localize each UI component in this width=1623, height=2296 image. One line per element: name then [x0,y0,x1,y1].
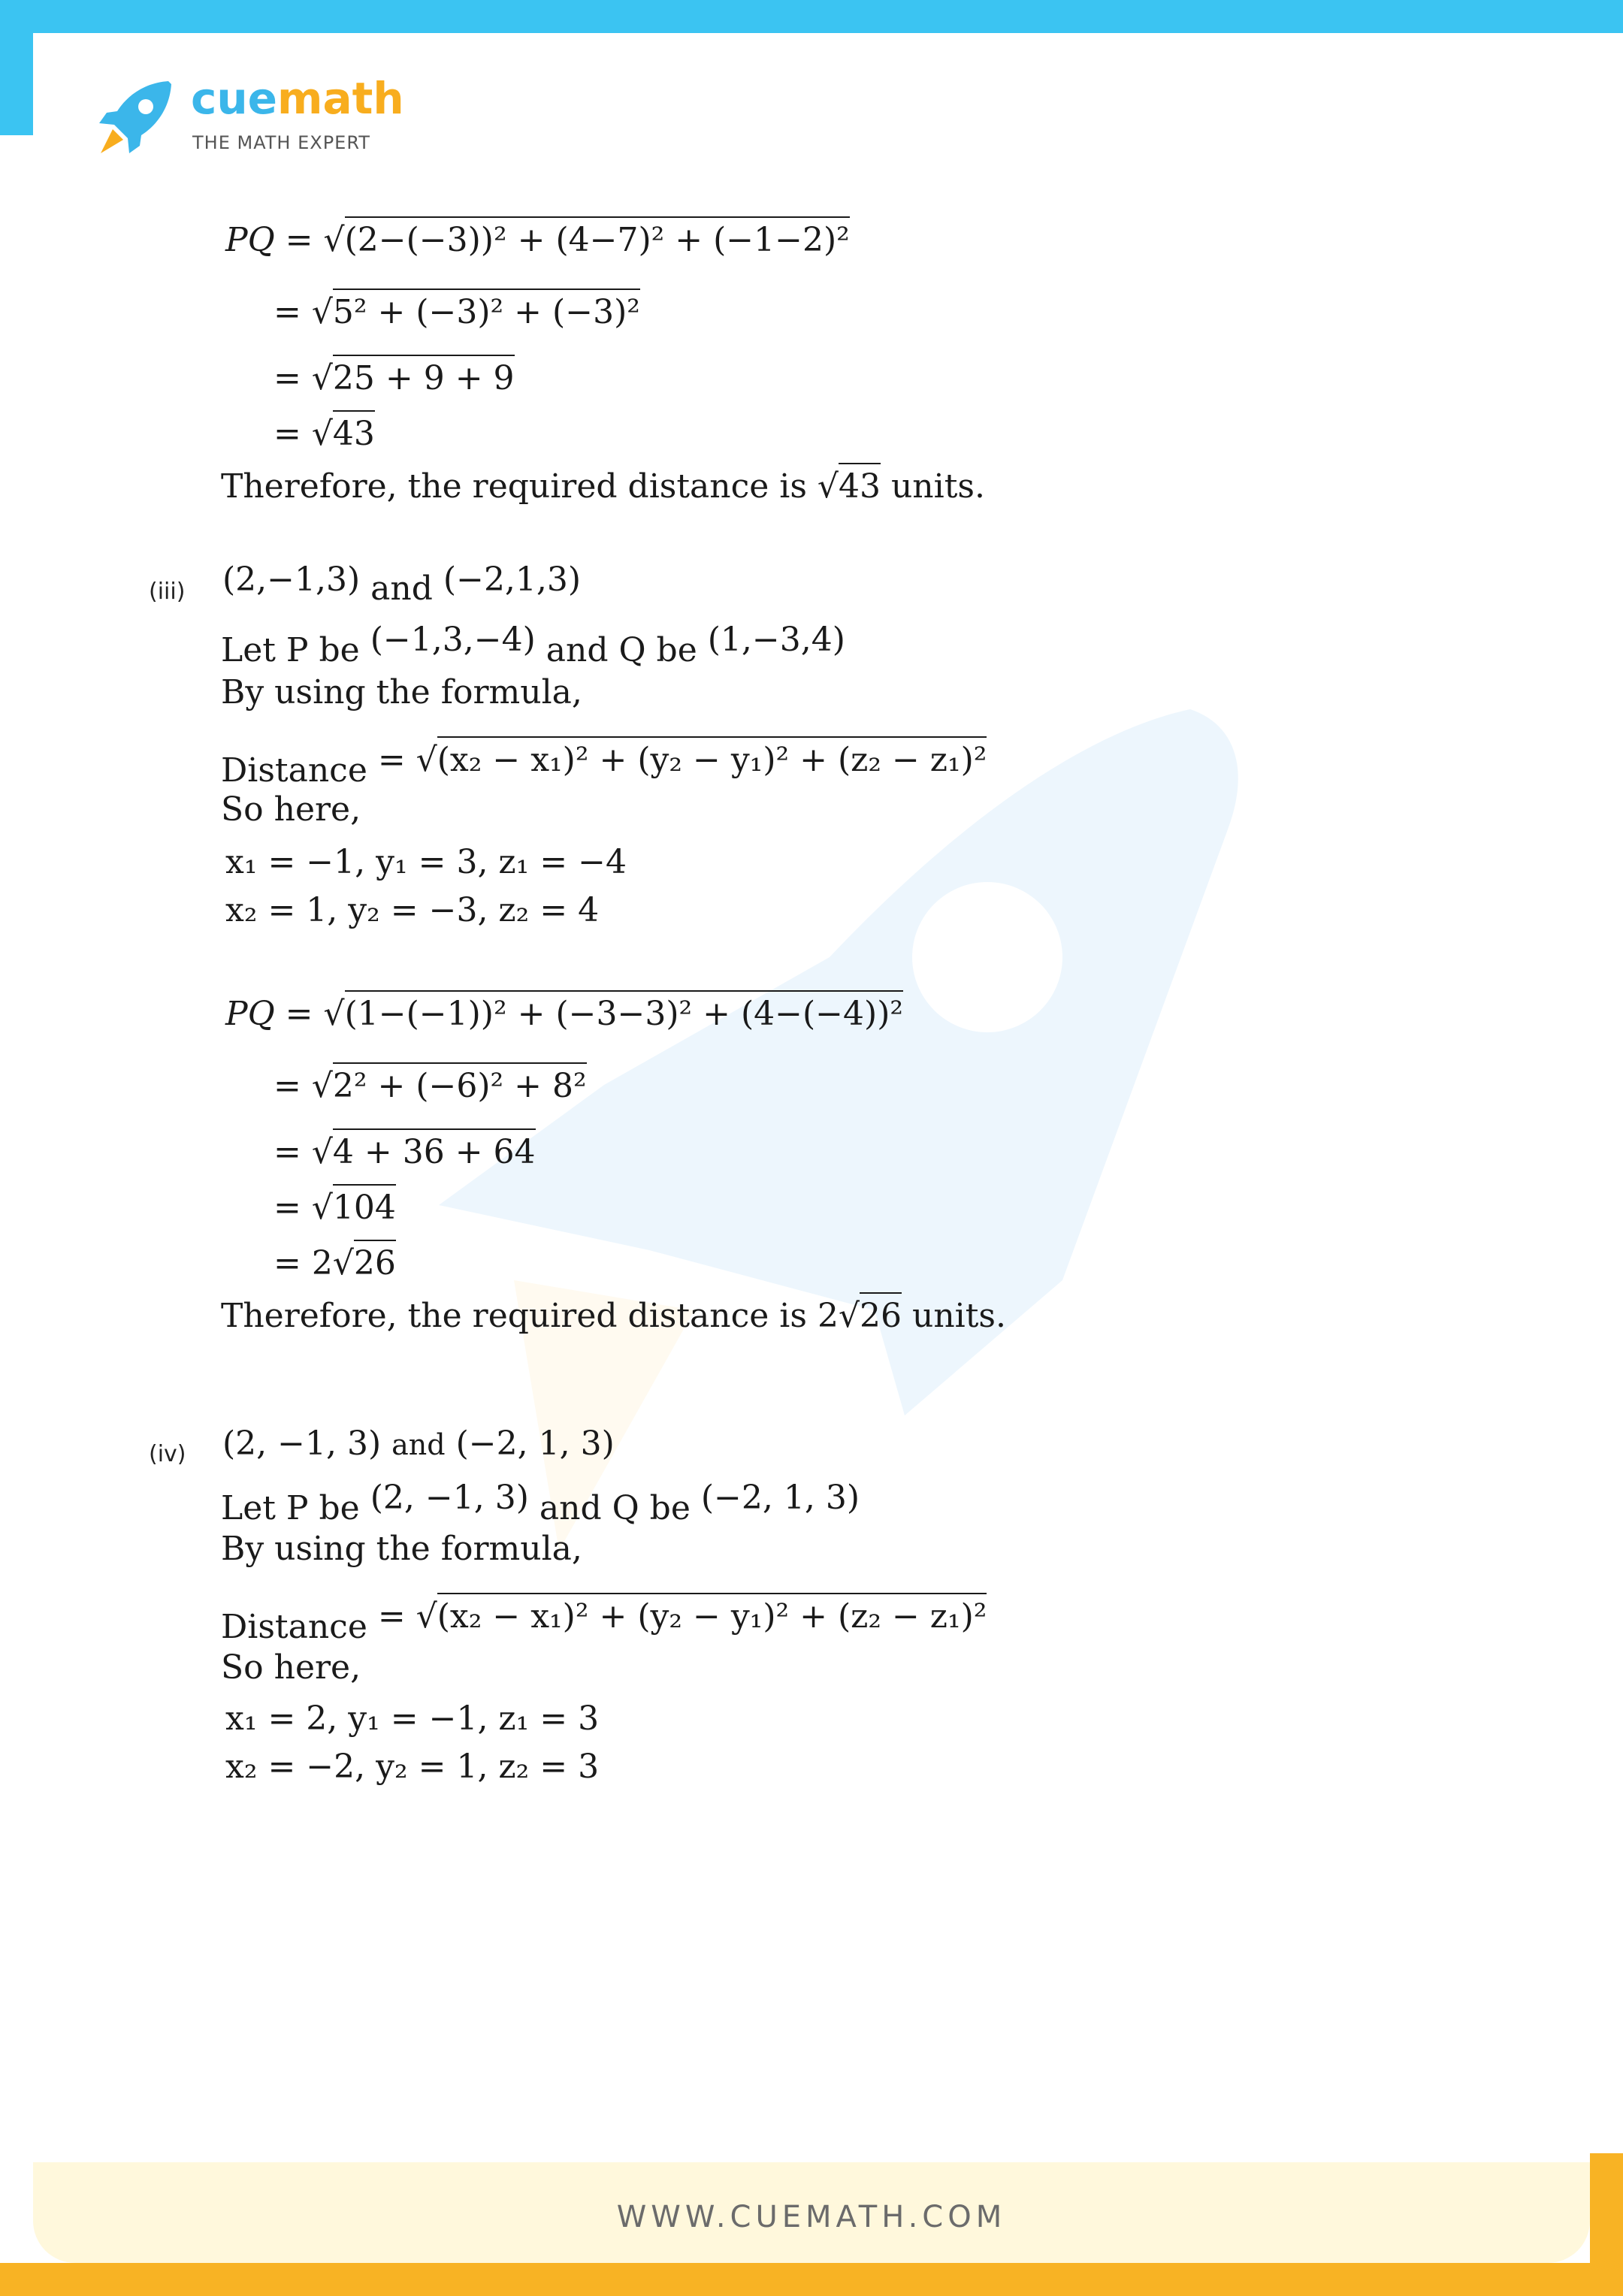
point-b: (−2,1,3) [443,560,582,599]
so-here-iii: So here, [221,790,361,829]
step-ii-2: = √25 + 9 + 9 [274,362,515,395]
cuemath-rocket-logo-icon [93,77,176,159]
step-expression: 4 + 36 + 64 [333,1128,536,1171]
so-here-iv: So here, [221,1648,361,1687]
let-q-label: and Q be [546,631,697,669]
by-formula-iii: By using the formula, [221,673,582,711]
part-label-iii: (iii) [149,579,186,605]
page-card [33,33,1590,2263]
step-expression: 104 [333,1184,396,1227]
pq-equation-ii: PQ = √(2−(−3))² + (4−7)² + (−1−2)² [225,224,850,257]
let-pq-iii [221,621,845,669]
let-pq-iv [221,1479,860,1527]
let-p-label: Let P be [221,631,360,669]
left-accent-band [0,0,33,135]
step-iii-2: = √4 + 36 + 64 [274,1136,536,1169]
conclusion-text: Therefore, the required distance is [221,467,807,506]
footer-url-link[interactable]: WWW.CUEMATH.COM [616,2200,1007,2234]
pq-expression: (2−(−3))² + (4−7)² + (−1−2)² [345,216,850,259]
bottom-accent-band [0,2263,1623,2296]
answer-value: 43 [839,463,881,506]
pq-label: PQ [225,221,275,259]
conclusion-iii: Therefore, the required distance is 2√26 units. [221,1300,1006,1333]
step-expression: 5² + (−3)² + (−3)² [333,289,640,331]
formula-expression: (x₂ − x₁)² + (y₂ − y₁)² + (z₂ − z₁)² [437,736,987,779]
p-value: (−1,3,−4) [370,621,536,659]
conclusion-ii: Therefore, the required distance is √43 units. [221,470,985,503]
point-a: (2, −1, 3) [222,1424,382,1463]
right-accent-band [1590,2153,1623,2296]
step-expression: 25 + 9 + 9 [333,355,515,397]
step-expression: 43 [333,410,375,453]
and-text: and [370,569,433,608]
step-coefficient: 2 [311,1244,333,1282]
conclusion-text: Therefore, the required distance is [221,1297,807,1335]
point-b: (−2, 1, 3) [455,1424,615,1463]
distance-formula-iv: Distance = √(x₂ − x₁)² + (y₂ − y₁)² + (z₂ − z₁)² [221,1611,987,1644]
answer-radicand: 26 [860,1292,902,1335]
pq-label: PQ [225,995,275,1033]
question-iv [222,1424,615,1463]
units-text: units. [890,467,985,506]
step-expression: 2² + (−6)² + 8² [333,1062,587,1105]
formula-expression: (x₂ − x₁)² + (y₂ − y₁)² + (z₂ − z₁)² [437,1593,987,1636]
p-value: (2, −1, 3) [370,1479,529,1517]
second-point-values-iii: x₂ = 1, y₂ = −3, z₂ = 4 [225,891,600,929]
first-point-values-iii: x₁ = −1, y₁ = 3, z₁ = −4 [225,843,627,881]
by-formula-iv: By using the formula, [221,1530,582,1568]
q-value: (1,−3,4) [707,621,845,659]
and-text: and [391,1428,446,1461]
brand-name-part1: cue [191,73,278,124]
let-q-label: and Q be [539,1489,691,1527]
step-iii-1: = √2² + (−6)² + 8² [274,1070,587,1103]
question-iii [222,560,582,608]
distance-formula-iii: Distance = √(x₂ − x₁)² + (y₂ − y₁)² + (z₂ − z₁)² [221,754,987,787]
units-text: units. [911,1297,1006,1335]
q-value: (−2, 1, 3) [700,1479,860,1517]
part-label-iv: (iv) [149,1441,186,1467]
step-iii-3: = √104 [274,1192,396,1225]
rocket-watermark-icon [33,33,1590,2263]
distance-label: Distance [221,1608,367,1646]
brand-name-part2: math [277,73,404,124]
step-iii-4: = 2√26 [274,1247,396,1280]
step-ii-3: = √43 [274,418,375,451]
brand-tagline: THE MATH EXPERT [192,132,370,153]
top-accent-band [0,0,1623,33]
brand-name [191,73,404,124]
distance-label: Distance [221,751,367,790]
point-a: (2,−1,3) [222,560,361,599]
answer-coefficient: 2 [817,1297,839,1335]
pq-equation-iii: PQ = √(1−(−1))² + (−3−3)² + (4−(−4))² [225,998,903,1031]
first-point-values-iv: x₁ = 2, y₁ = −1, z₁ = 3 [225,1699,600,1738]
pq-expression: (1−(−1))² + (−3−3)² + (4−(−4))² [345,990,903,1033]
second-point-values-iv: x₂ = −2, y₂ = 1, z₂ = 3 [225,1748,600,1786]
let-p-label: Let P be [221,1489,360,1527]
step-ii-1: = √5² + (−3)² + (−3)² [274,296,640,329]
step-radicand: 26 [354,1240,396,1282]
